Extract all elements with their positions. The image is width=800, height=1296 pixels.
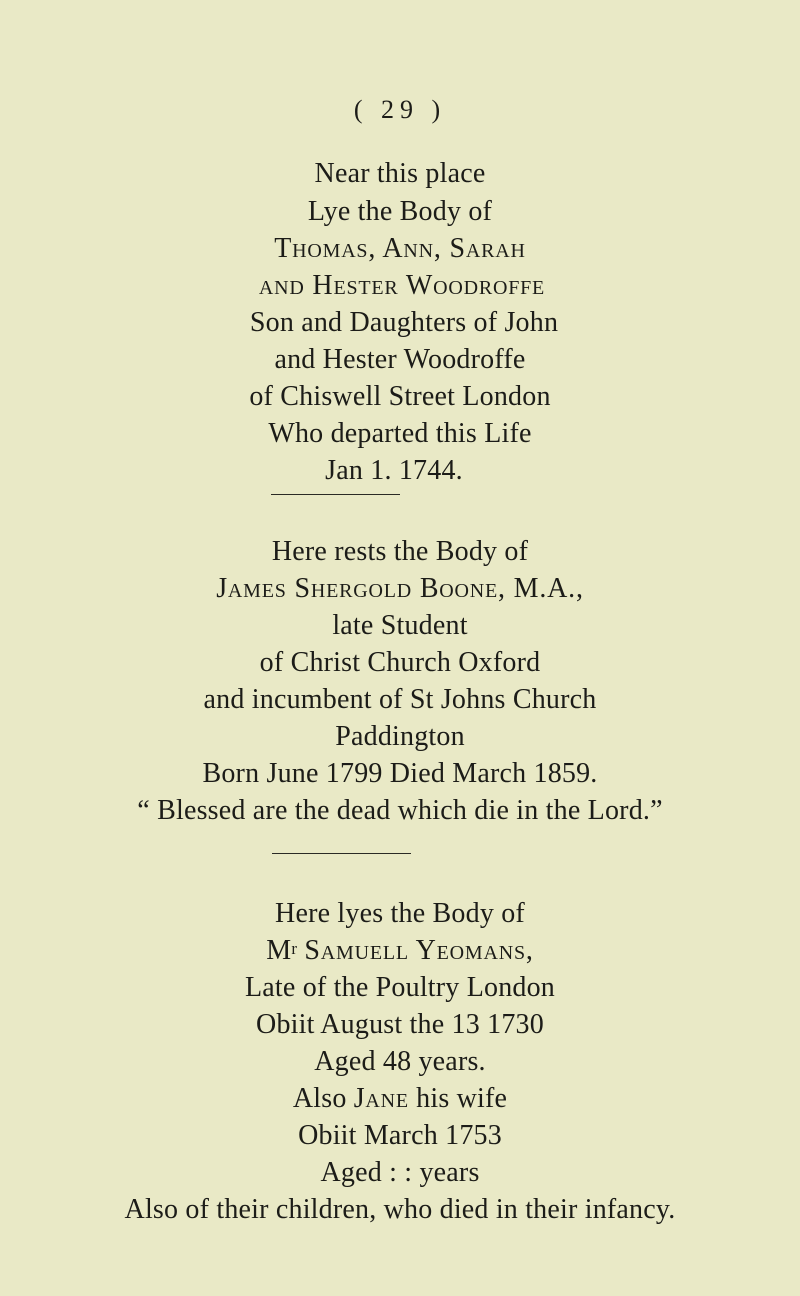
inscription-3-age: Aged 48 years.: [314, 1046, 486, 1077]
inscription-3-children: Also of their children, who died in their infancy.: [124, 1194, 676, 1225]
inscription-2-epitaph: “ Blessed are the dead which die in the Lord.”: [137, 795, 663, 826]
inscription-2-line-5: and incumbent of St Johns Church: [203, 684, 597, 715]
inscription-2-name: James Shergold Boone, M.A.,: [216, 573, 584, 604]
inscription-3-wife-age: Aged : : years: [320, 1157, 480, 1188]
inscription-2-line-4: of Christ Church Oxford: [259, 647, 541, 678]
inscription-2-line-6: Paddington: [335, 721, 465, 752]
inscription-3-wife-obiit: Obiit March 1753: [298, 1120, 502, 1151]
inscription-1-names-cont: and Hester Woodroffe: [258, 270, 546, 301]
honorific-superscript: r: [291, 939, 298, 958]
inscription-1-line-1: Near this place: [314, 158, 486, 189]
inscription-3-name-line: [0, 934, 800, 968]
inscription-2-line-1: Here rests the Body of: [271, 536, 529, 567]
wife-prefix: Also: [292, 1083, 347, 1114]
inscription-2-line-3: late Student: [332, 610, 468, 641]
inscription-3-wife-line: [0, 1082, 800, 1116]
inscription-3-line-3: Late of the Poultry London: [244, 972, 556, 1003]
divider-2: [272, 853, 411, 854]
inscription-1-line-5: Son and Daughters of John: [249, 307, 559, 338]
wife-suffix: his wife: [416, 1083, 508, 1114]
page-number: ( 29 ): [353, 95, 447, 124]
inscription-1-line-7: of Chiswell Street London: [249, 381, 551, 412]
inscription-3-name: Samuell Yeomans,: [304, 935, 534, 966]
inscription-1-names: Thomas, Ann, Sarah: [274, 233, 526, 264]
honorific: M: [266, 935, 292, 966]
divider-1: [271, 494, 400, 495]
inscription-3-obiit: Obiit August the 13 1730: [256, 1009, 544, 1040]
inscription-1-line-2: Lye the Body of: [307, 196, 493, 227]
inscription-1-line-6: and Hester Woodroffe: [274, 344, 526, 375]
inscription-2-dates: Born June 1799 Died March 1859.: [202, 758, 598, 789]
inscription-1-date: Jan 1. 1744.: [325, 455, 463, 486]
inscription-1-line-8: Who departed this Life: [268, 418, 532, 449]
inscription-3-line-1: Here lyes the Body of: [275, 898, 525, 929]
wife-name: Jane: [353, 1083, 409, 1114]
